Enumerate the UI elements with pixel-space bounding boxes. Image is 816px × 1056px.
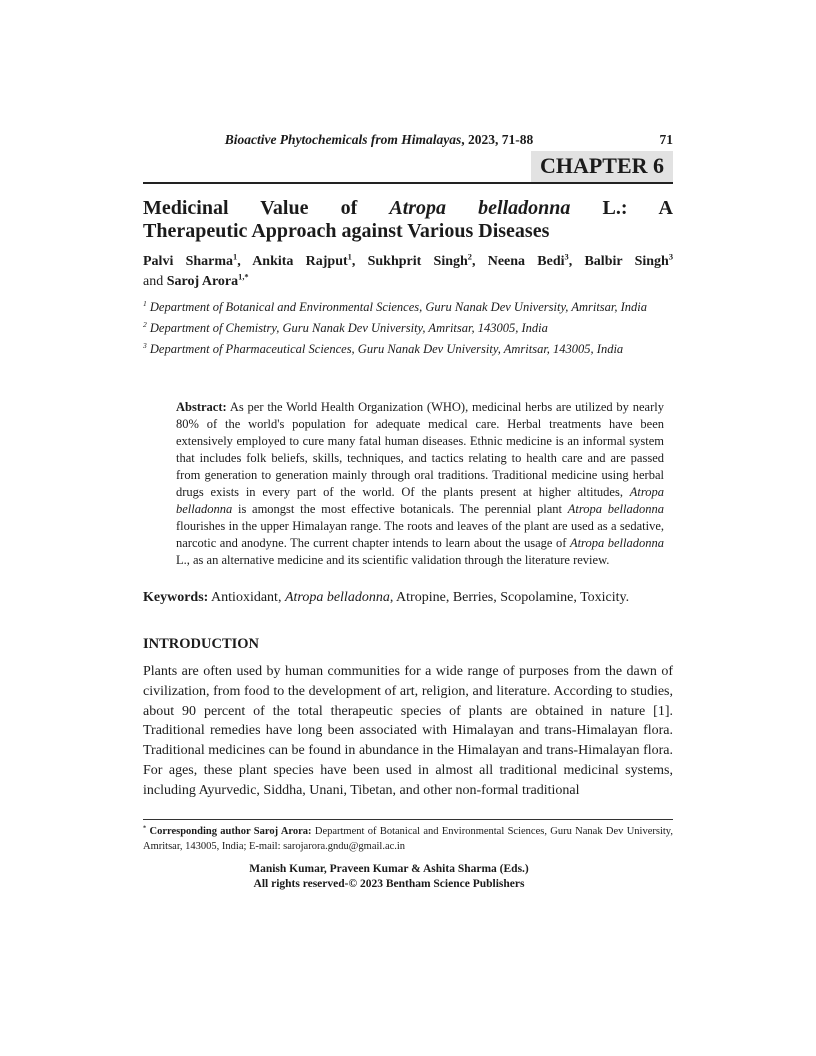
affiliation-1: $^1$ Department of Botanical and Environmental Sciences, Guru Nanak Dev University, Amritsar, India (143, 298, 648, 314)
editors-line: Manish Kumar, Praveen Kumar & Ashita Sharma (Eds.) (249, 863, 529, 875)
author-list (143, 252, 673, 292)
page-number: 71 (659, 132, 673, 147)
introduction-paragraph: Plants are often used by human communities for a wide range of purposes from the dawn of civilization, from food to the development of art, religion, and literature. According to studies, about 90 percent of the total therapeutic species of plants are obtained in nature [1]. Traditional remedies have long been associated with Himalayan and trans-Himalayan flora. Traditional medicines can be found in abundance in the Himalayan and trans-Himalayan flora. For ages, these plant species have been used in almost all traditional medicinal systems, including Ayurvedic, Siddha, Unani, Tibetan, and other non-formal traditional (143, 664, 673, 798)
affiliation-3: $^3$ Department of Pharmaceutical Sciences, Guru Nanak Dev University, Amritsar, 143005, India (143, 340, 624, 356)
affiliation-list (143, 299, 673, 362)
abstract-paragraph: Abstract: As per the World Health Organization (WHO), medicinal herbs are utilized by nearly 80% of the world's population for adequate medical care. Herbal treatments have been extensively employed to cure many fatal human diseases. Ethnic medicine is an informal system that includes folk beliefs, skills, techniques, and tactics relating to health care and are passed from generation to generation mainly through oral traditions. Traditional medicine using herbal drugs exists in every part of the world. Of the plants present at higher altitudes, Atropa belladonna is amongst the most effective botanicals. The perennial plant Atropa belladonna flourishes in the upper Himalayan range. The roots and leaves of the plant are used as a sedative, narcotic and anodyne. The current chapter intends to learn about the usage of Atropa belladonna L., as an alternative medicine and its scientific validation through the literature review. (176, 400, 664, 567)
copyright-line: All rights reserved-© 2023 Bentham Science Publishers (253, 877, 525, 890)
keywords-paragraph: Keywords: Antioxidant, Atropa belladonna, Atropine, Berries, Scopolamine, Toxicity. (143, 590, 630, 605)
book-footer (143, 862, 635, 891)
running-head-title: Bioactive Phytochemicals from Himalayas, 2023, 71-88 (224, 132, 534, 147)
chapter-title-line-1: Medicinal Value of Atropa belladonna L.: A (143, 197, 674, 219)
chapter-title-line-2: Therapeutic Approach against Various Diseases (143, 219, 550, 242)
chapter-title (143, 197, 673, 242)
chapter-label: CHAPTER 6 (531, 151, 673, 182)
author-line-1: Palvi Sharma$^1$, Ankita Rajput$^1$, Sukhprit Singh$^2$, Neena Bedi$^3$, Balbir Singh$^3$ (143, 252, 674, 269)
section-heading-introduction: INTRODUCTION (143, 636, 260, 652)
running-head (143, 132, 673, 148)
chapter-banner (143, 151, 673, 184)
correspondence-footnote: * Corresponding author Saroj Arora: Department of Botanical and Environmental Sciences, Guru Nanak Dev University, Amritsar, 143005, India; E-mail: sarojarora.gndu@gmail.ac.in (143, 819, 673, 854)
affiliation-2: $^2$ Department of Chemistry, Guru Nanak Dev University, Amritsar, 143005, India (143, 319, 548, 335)
author-line-2: and Saroj Arora$^{1,*}$ (143, 272, 249, 289)
